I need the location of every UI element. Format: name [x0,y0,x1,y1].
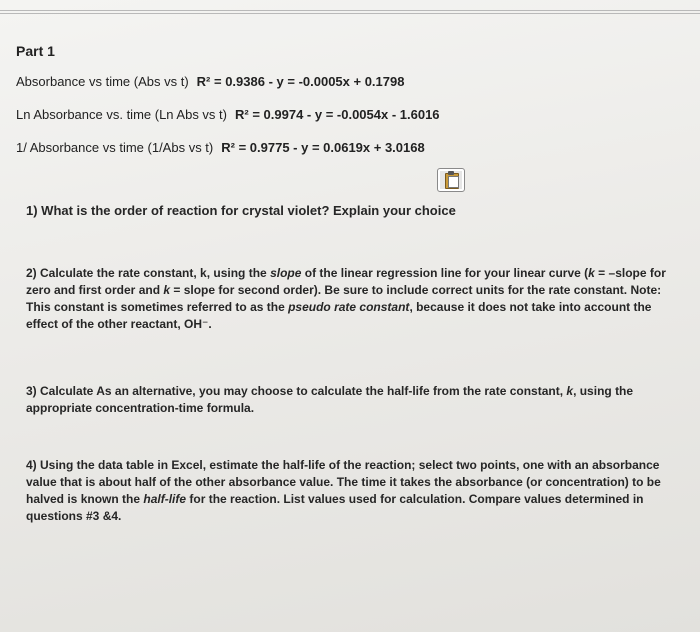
equation-label: Absorbance vs time (Abs vs t) [16,74,189,89]
q2-text: = slope for second order). Be sure to include correct units for the rate constant. Note: This constant is sometimes referred to as the [26,283,662,314]
q2-text: , because it does not take into account the effect of the other reactant, OH⁻. [26,300,652,331]
top-rule-secondary [0,13,700,14]
q2-text: = –slope for zero and first order and [26,266,666,297]
q4-text: for the reaction. List values used for calculation. Compare values determined in questions #3 &4. [26,492,644,523]
q2-emphasis: slope [270,266,302,280]
equation-inv-abs-vs-time [16,140,425,155]
part-title: Part 1 [16,43,55,59]
q4-emphasis: half-life [143,492,187,506]
clipboard-pin [448,171,454,175]
equation-value: R² = 0.9775 - y = 0.0619x + 3.0168 [221,140,425,155]
q2-text: 2) Calculate the rate constant, k, using the [26,266,271,280]
q2-emphasis: k [588,266,595,280]
equation-label: Ln Absorbance vs. time (Ln Abs vs t) [16,107,227,122]
q2-text: of the linear regression line for your linear curve ( [301,266,589,280]
question-3 [26,383,646,417]
equation-label: 1/ Absorbance vs time (1/Abs vs t) [16,140,214,155]
clipboard-paper [448,176,459,188]
q2-emphasis: pseudo rate constant [288,300,410,314]
top-rule [0,10,700,11]
equation-ln-abs-vs-time [16,107,440,122]
question-1: 1) What is the order of reaction for crystal violet? Explain your choice [26,203,456,218]
question-2 [26,265,676,333]
equation-value: R² = 0.9974 - y = -0.0054x - 1.6016 [235,107,440,122]
question-4 [26,457,666,525]
clipboard-paste-icon[interactable] [437,168,465,192]
q3-text: , using the appropriate concentration-time formula. [26,384,634,415]
equation-abs-vs-time [16,74,404,89]
q2-emphasis: k [163,283,171,297]
q4-text: 4) Using the data table in Excel, estimate the half-life of the reaction; select two points, one with an absorbance value that is about half of the other absorbance value. The time it takes the absorbance (or concentration) to be halved is known the [26,458,661,506]
q3-emphasis: k [566,384,574,398]
q3-text: 3) Calculate As an alternative, you may choose to calculate the half-life from the rate constant, [26,384,567,398]
equation-value: R² = 0.9386 - y = -0.0005x + 0.1798 [196,74,405,89]
